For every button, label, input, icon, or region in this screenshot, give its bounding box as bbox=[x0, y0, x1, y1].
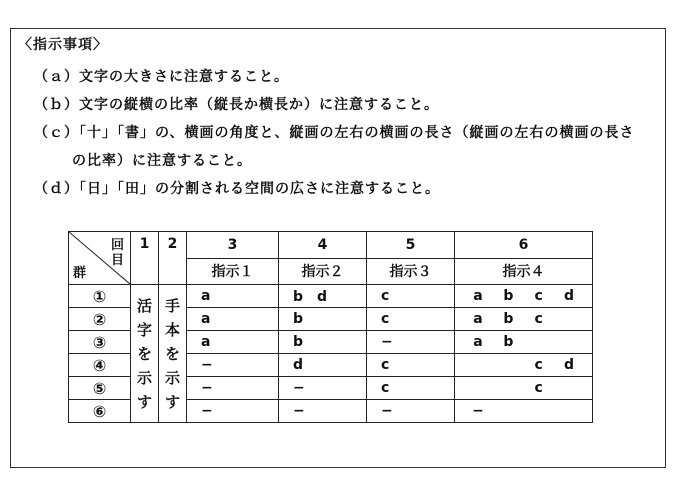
cell-instruction-2: b bbox=[279, 331, 367, 354]
vertical-char: 活 bbox=[136, 296, 152, 315]
cell-item: b bbox=[503, 334, 514, 350]
cell-item: a bbox=[473, 311, 483, 327]
cell-instruction-1: − bbox=[187, 400, 279, 423]
cell-instruction-1: a bbox=[187, 285, 279, 308]
vertical-char: す bbox=[164, 392, 180, 411]
group-label: ④ bbox=[69, 354, 131, 377]
cell-item bbox=[560, 403, 578, 419]
cell-instruction-2: b bbox=[279, 308, 367, 331]
col-number-5: 5 bbox=[367, 232, 455, 259]
instruction-b: （ｂ）文字の縦横の比率（縦長か横長か）に注意すること。 bbox=[34, 97, 439, 113]
cell-item: d bbox=[563, 357, 574, 373]
cell-instruction-2: − bbox=[279, 377, 367, 400]
cell-instruction-3: − bbox=[367, 400, 455, 423]
cell-item: c bbox=[534, 357, 543, 373]
col-number-4: 4 bbox=[279, 232, 367, 259]
cell-item bbox=[499, 380, 517, 396]
sub-header-4: 指示４ bbox=[455, 258, 593, 285]
cell-item: c bbox=[534, 288, 543, 304]
sub-header-3: 指示３ bbox=[367, 258, 455, 285]
cell-instruction-4 bbox=[455, 377, 593, 400]
cell-instruction-4 bbox=[455, 308, 593, 331]
cell-item: d bbox=[563, 288, 574, 304]
vertical-char: 手 bbox=[164, 296, 180, 315]
corner-label-gun: 群 bbox=[73, 266, 87, 281]
col-number-3: 3 bbox=[187, 232, 279, 259]
vertical-char: 本 bbox=[164, 320, 180, 339]
cell-item bbox=[560, 311, 578, 327]
vertical-char: 示 bbox=[164, 368, 180, 387]
sub-header-2: 指示２ bbox=[279, 258, 367, 285]
group-label: ③ bbox=[69, 331, 131, 354]
group-label: ② bbox=[69, 308, 131, 331]
vertical-char: を bbox=[164, 344, 180, 363]
cell-instruction-4 bbox=[455, 331, 593, 354]
instruction-d: （ｄ）「日」「田」の分割される空間の広さに注意すること。 bbox=[34, 181, 440, 197]
cell-instruction-2: − bbox=[279, 400, 367, 423]
cell-instruction-1: a bbox=[187, 331, 279, 354]
cell-item: b bbox=[503, 311, 514, 327]
cell-instruction-4 bbox=[455, 285, 593, 308]
cell-item bbox=[499, 403, 517, 419]
instruction-table bbox=[68, 231, 593, 423]
col2-vertical-text bbox=[159, 285, 187, 423]
group-label: ⑤ bbox=[69, 377, 131, 400]
cell-instruction-4 bbox=[455, 354, 593, 377]
cell-item bbox=[530, 334, 548, 350]
cell-instruction-4 bbox=[455, 400, 593, 423]
instruction-c-line2: の比率）に注意すること。 bbox=[72, 153, 252, 169]
vertical-char: す bbox=[136, 392, 152, 411]
cell-instruction-1: − bbox=[187, 354, 279, 377]
corner-label-me: 目 bbox=[110, 253, 124, 268]
header-row-numbers bbox=[69, 232, 593, 259]
cell-instruction-3: c bbox=[367, 285, 455, 308]
cell-item: b bbox=[503, 288, 514, 304]
sub-header-1: 指示１ bbox=[187, 258, 279, 285]
cell-item bbox=[530, 403, 548, 419]
cell-item bbox=[560, 334, 578, 350]
cell-item bbox=[469, 357, 487, 373]
cell-instruction-1: a bbox=[187, 308, 279, 331]
cell-item: − bbox=[472, 403, 484, 419]
corner-label-kai: 回 bbox=[110, 238, 124, 253]
instructions-heading: 〈指示事項〉 bbox=[18, 37, 108, 53]
vertical-char: 字 bbox=[136, 320, 152, 339]
cell-item: a bbox=[473, 288, 483, 304]
group-label: ⑥ bbox=[69, 400, 131, 423]
col-number-2: 2 bbox=[159, 232, 187, 285]
table-row bbox=[69, 285, 593, 308]
cell-instruction-3: c bbox=[367, 354, 455, 377]
cell-item: c bbox=[534, 380, 543, 396]
cell-item: c bbox=[534, 311, 543, 327]
corner-header-cell bbox=[69, 232, 131, 285]
instruction-c-line1: （ｃ）「十」「書」の、横画の角度と、縦画の左右の横画の長さ（縦画の左右の横画の長さ bbox=[34, 125, 635, 141]
cell-item bbox=[499, 357, 517, 373]
cell-instruction-2: b d bbox=[279, 285, 367, 308]
instruction-a: （ａ）文字の大きさに注意すること。 bbox=[34, 69, 289, 85]
corner-label-kaime bbox=[111, 238, 124, 268]
cell-instruction-1: − bbox=[187, 377, 279, 400]
cell-item bbox=[469, 380, 487, 396]
vertical-char: 示 bbox=[136, 368, 152, 387]
col-number-1: 1 bbox=[131, 232, 159, 285]
cell-instruction-3: c bbox=[367, 308, 455, 331]
cell-item bbox=[560, 380, 578, 396]
group-label: ① bbox=[69, 285, 131, 308]
vertical-char: を bbox=[136, 344, 152, 363]
col-number-6: 6 bbox=[455, 232, 593, 259]
col1-vertical-text bbox=[131, 285, 159, 423]
cell-instruction-2: d bbox=[279, 354, 367, 377]
cell-instruction-3: c bbox=[367, 377, 455, 400]
cell-instruction-3: − bbox=[367, 331, 455, 354]
cell-item: a bbox=[473, 334, 483, 350]
